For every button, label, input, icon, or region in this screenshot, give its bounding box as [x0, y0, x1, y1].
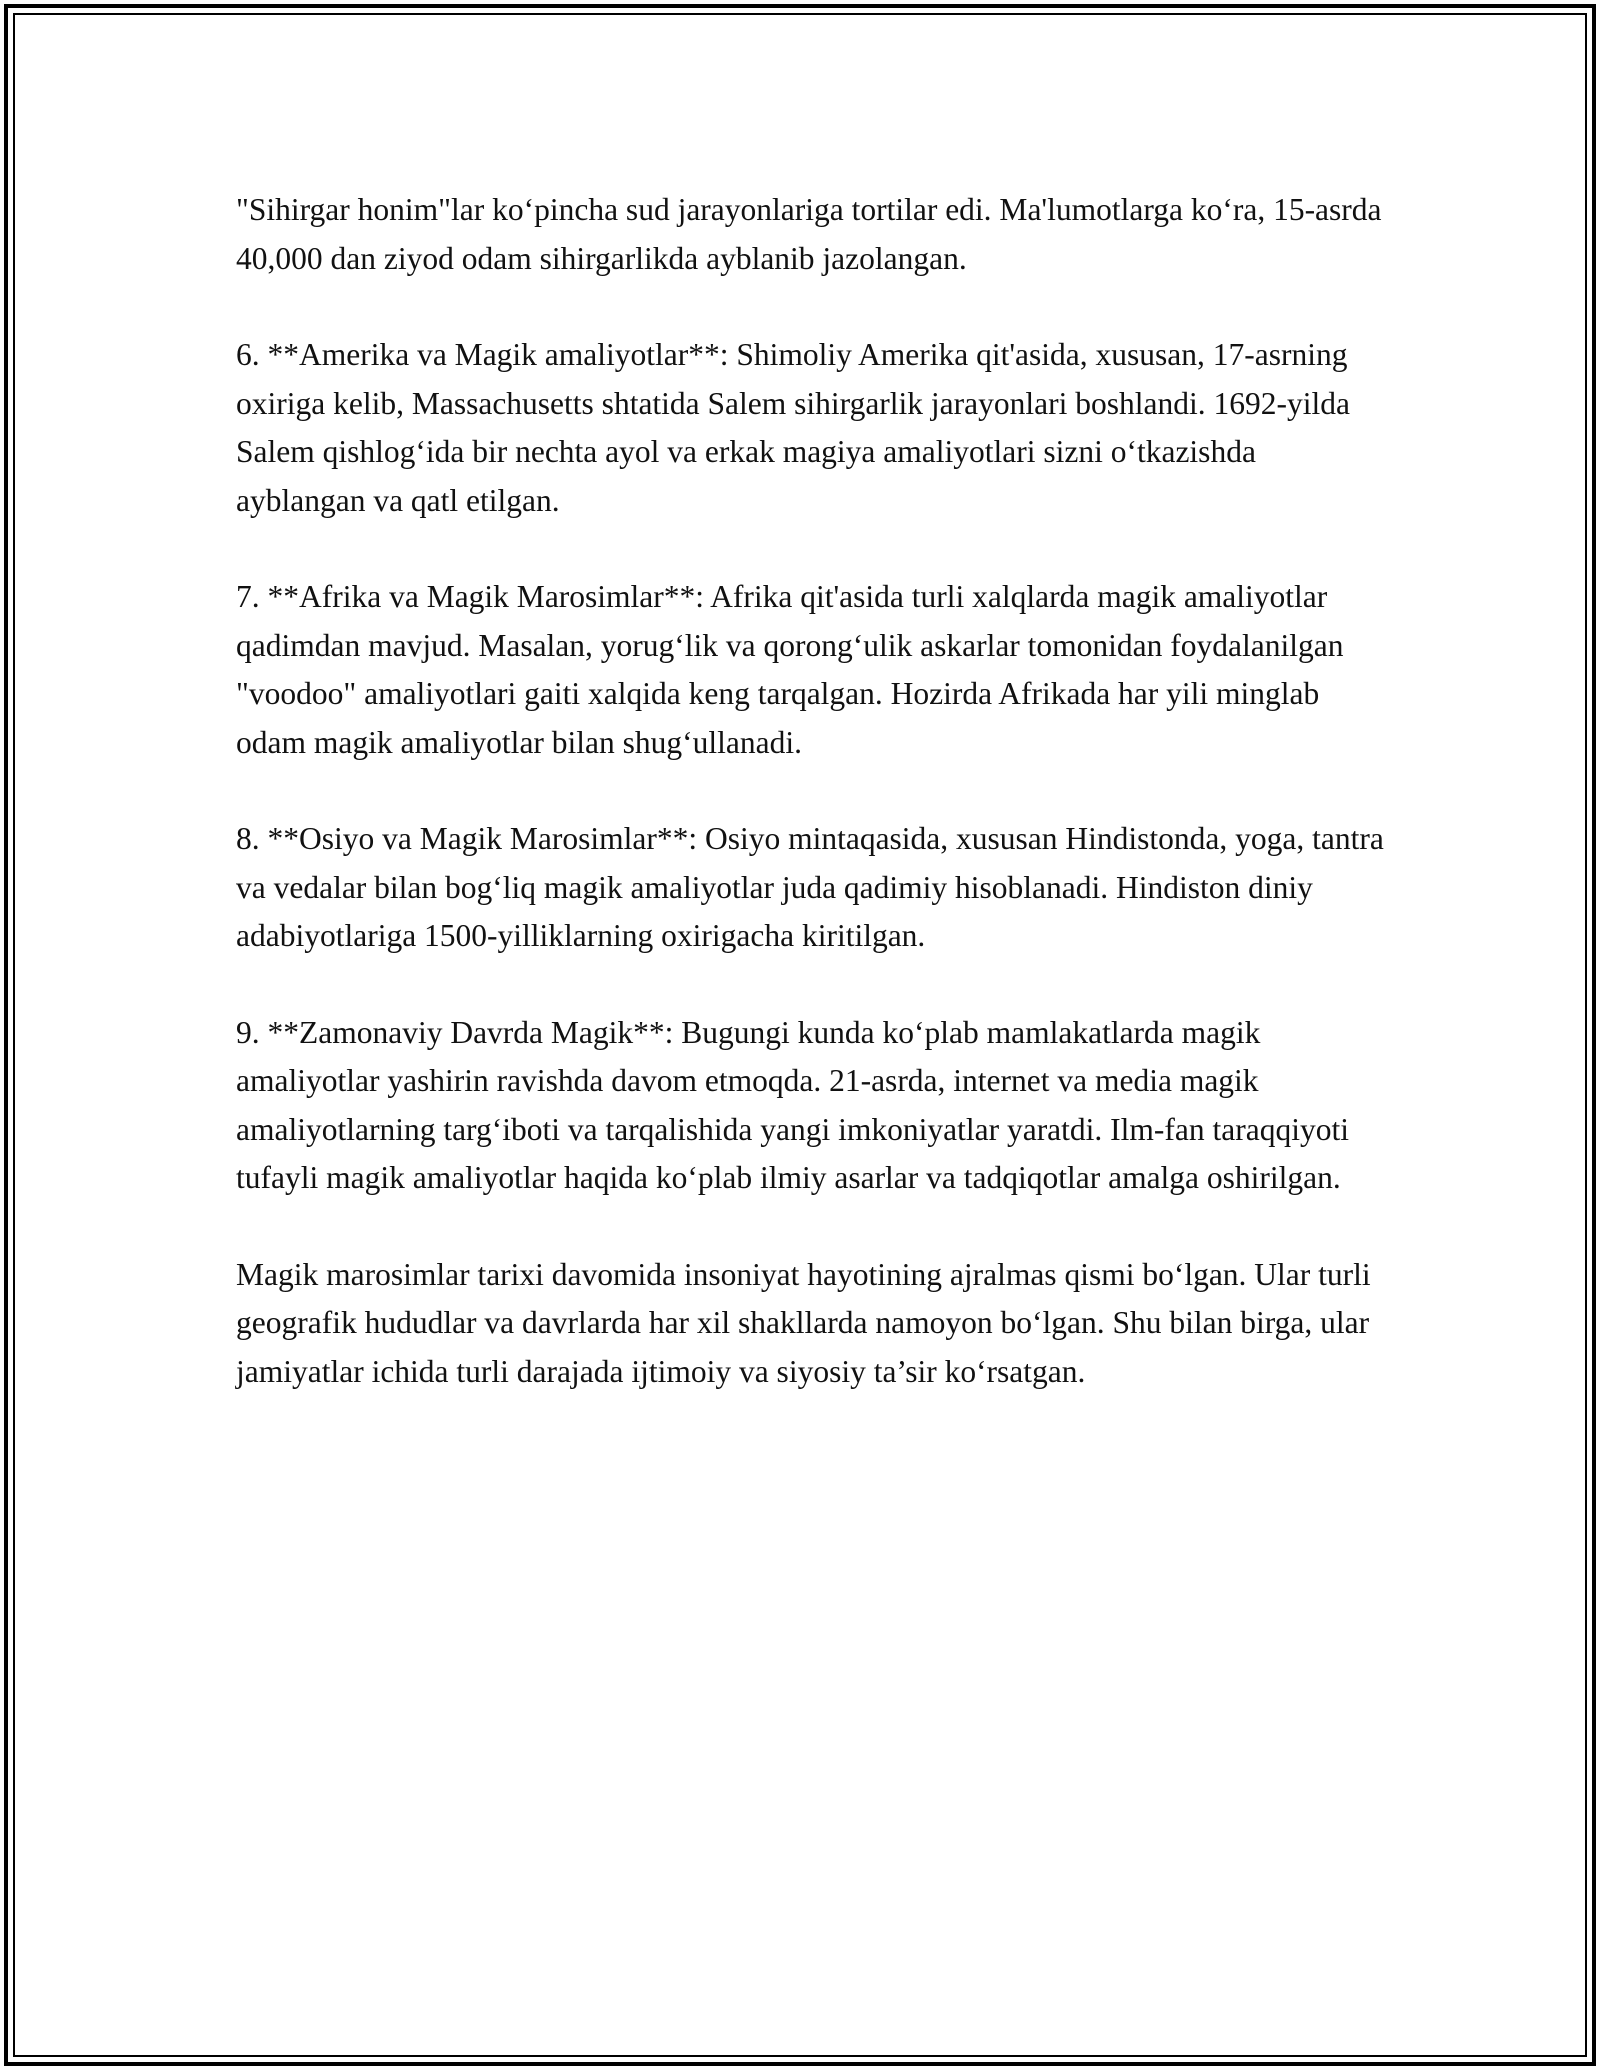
- paragraph-conclusion: Magik marosimlar tarixi davomida insoniyat hayotining ajralmas qismi bo‘lgan. Ular turli geografik hududlar va davrlarda har xil shakllarda namoyon bo‘lgan. Shu bilan birga, ular jamiyatlar ichida turli darajada ijtimoiy va siyosiy ta’sir ko‘rsatgan.: [236, 1256, 1371, 1389]
- paragraph-asia: 8. **Osiyo va Magik Marosimlar**: Osiyo mintaqasida, xususan Hindistonda, yoga, tantra va vedalar bilan bog‘liq magik amaliyotlar juda qadimiy hisoblanadi. Hindiston diniy adabiyotlariga 1500-yilliklarning oxirigacha kiritilgan.: [236, 821, 1384, 953]
- paragraph-africa: 7. **Afrika va Magik Marosimlar**: Afrika qit'asida turli xalqlarda magik amaliyotlar qadimdan mavjud. Masalan, yorug‘lik va qorong‘ulik askarlar tomonidan foydalanilgan "voodoo" amaliyotlari gaiti xalqida keng tarqalgan. Hozirda Afrikada har yili minglab odam magik amaliyotlar bilan shug‘ullanadi.: [236, 579, 1344, 760]
- paragraph-salem-intro: "Sihirgar honim"lar ko‘pincha sud jarayonlariga tortilar edi. Ma'lumotlarga ko‘ra, 15-asrda 40,000 dan ziyod odam sihirgarlikda ayblanib jazolangan.: [236, 192, 1382, 276]
- paragraph-modern-era: 9. **Zamonaviy Davrda Magik**: Bugungi kunda ko‘plab mamlakatlarda magik amaliyotlar yashirin ravishda davom etmoqda. 21-asrda, internet va media magik amaliyotlarning targ‘iboti va tarqalishida yangi imkoniyatlar yaratdi. Ilm-fan taraqqiyoti tufayli magik amaliyotlar haqida ko‘plab ilmiy asarlar va tadqiqotlar amalga oshirilgan.: [236, 1014, 1349, 1195]
- paragraph-america: 6. **Amerika va Magik amaliyotlar**: Shimoliy Amerika qit'asida, xususan, 17-asrning oxiriga kelib, Massachusetts shtatida Salem sihirgarlik jarayonlari boshlandi. 1692-yilda Salem qishlog‘ida bir nechta ayol va erkak magiya amaliyotlari sizni o‘tkazishda ayblangan va qatl etilgan.: [236, 337, 1350, 518]
- document-body: [236, 186, 1386, 1396]
